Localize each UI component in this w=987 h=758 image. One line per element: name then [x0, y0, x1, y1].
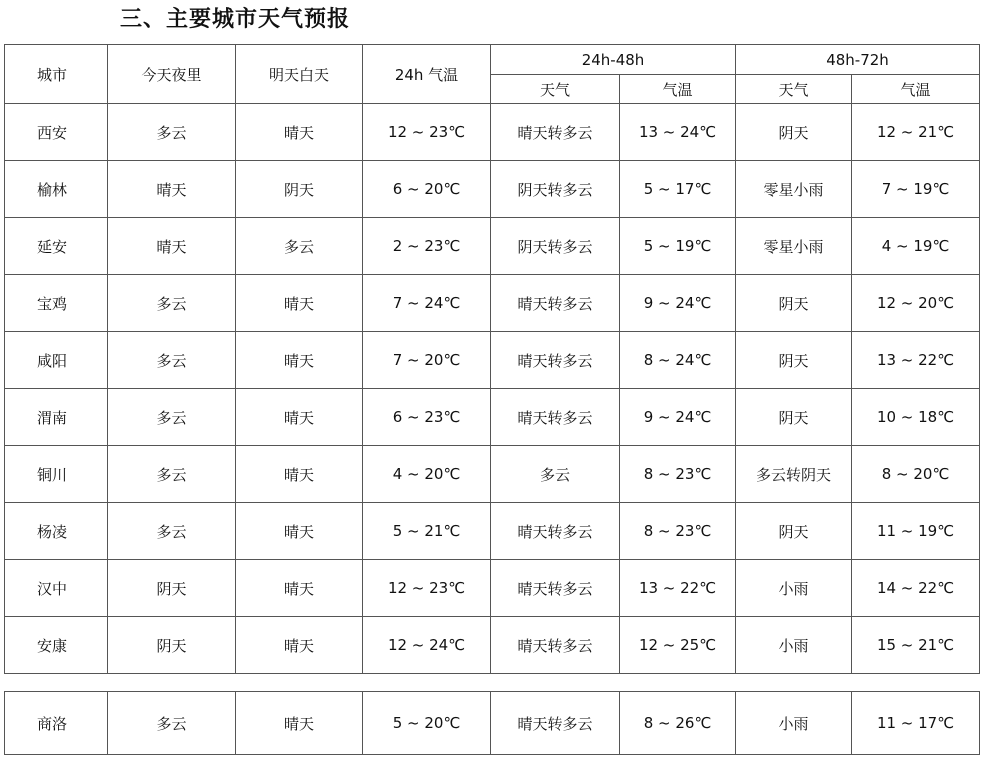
cell-city: 榆林 [5, 161, 108, 218]
cell-city: 铜川 [5, 446, 108, 503]
col-header-tonight: 今天夜里 [108, 45, 236, 104]
col-header-weather-48h: 天气 [491, 75, 620, 104]
cell-temp-72h: 11 ~ 17℃ [852, 692, 980, 755]
col-group-24-48h: 24h-48h [491, 45, 736, 75]
cell-temp-24h: 2 ~ 23℃ [363, 218, 491, 275]
cell-temp-24h: 6 ~ 20℃ [363, 161, 491, 218]
cell-tomorrow: 晴天 [236, 617, 363, 674]
cell-tomorrow: 晴天 [236, 503, 363, 560]
cell-weather-48h: 晴天转多云 [491, 275, 620, 332]
cell-weather-72h: 阴天 [736, 389, 852, 446]
cell-tonight: 晴天 [108, 161, 236, 218]
cell-weather-72h: 多云转阴天 [736, 446, 852, 503]
cell-tonight: 多云 [108, 389, 236, 446]
cell-temp-48h: 12 ~ 25℃ [620, 617, 736, 674]
cell-weather-48h: 多云 [491, 446, 620, 503]
header-row-top [5, 45, 980, 75]
cell-temp-48h: 8 ~ 26℃ [620, 692, 736, 755]
col-header-weather-72h: 天气 [736, 75, 852, 104]
cell-temp-24h: 7 ~ 24℃ [363, 275, 491, 332]
cell-temp-24h: 12 ~ 24℃ [363, 617, 491, 674]
cell-weather-72h: 小雨 [736, 617, 852, 674]
cell-tonight: 多云 [108, 692, 236, 755]
col-group-48-72h: 48h-72h [736, 45, 980, 75]
cell-temp-48h: 8 ~ 23℃ [620, 503, 736, 560]
cell-tomorrow: 晴天 [236, 389, 363, 446]
cell-temp-48h: 13 ~ 22℃ [620, 560, 736, 617]
col-header-tomorrow-day: 明天白天 [236, 45, 363, 104]
cell-tonight: 多云 [108, 332, 236, 389]
table-row [5, 332, 980, 389]
cell-tomorrow: 晴天 [236, 446, 363, 503]
table-row [5, 218, 980, 275]
cell-temp-72h: 13 ~ 22℃ [852, 332, 980, 389]
cell-temp-24h: 4 ~ 20℃ [363, 446, 491, 503]
cell-temp-72h: 12 ~ 21℃ [852, 104, 980, 161]
cell-temp-72h: 10 ~ 18℃ [852, 389, 980, 446]
cell-weather-72h: 小雨 [736, 560, 852, 617]
cell-temp-24h: 5 ~ 20℃ [363, 692, 491, 755]
cell-tomorrow: 晴天 [236, 275, 363, 332]
cell-weather-48h: 晴天转多云 [491, 389, 620, 446]
cell-temp-24h: 5 ~ 21℃ [363, 503, 491, 560]
cell-weather-72h: 零星小雨 [736, 161, 852, 218]
cell-weather-48h: 阴天转多云 [491, 218, 620, 275]
cell-temp-48h: 5 ~ 17℃ [620, 161, 736, 218]
cell-tonight: 多云 [108, 503, 236, 560]
col-header-city: 城市 [5, 45, 108, 104]
cell-temp-48h: 8 ~ 24℃ [620, 332, 736, 389]
cell-temp-48h: 9 ~ 24℃ [620, 389, 736, 446]
col-header-temp-24h: 24h 气温 [363, 45, 491, 104]
cell-weather-48h: 晴天转多云 [491, 560, 620, 617]
cell-tomorrow: 晴天 [236, 104, 363, 161]
table-row [5, 617, 980, 674]
cell-city: 西安 [5, 104, 108, 161]
cell-city: 延安 [5, 218, 108, 275]
cell-city: 杨凌 [5, 503, 108, 560]
cell-tonight: 多云 [108, 446, 236, 503]
cell-temp-24h: 7 ~ 20℃ [363, 332, 491, 389]
cell-tomorrow: 多云 [236, 218, 363, 275]
cell-temp-48h: 9 ~ 24℃ [620, 275, 736, 332]
cell-weather-48h: 晴天转多云 [491, 617, 620, 674]
forecast-table [4, 44, 980, 674]
cell-weather-72h: 小雨 [736, 692, 852, 755]
cell-city: 安康 [5, 617, 108, 674]
col-header-temp-72h: 气温 [852, 75, 980, 104]
cell-city: 商洛 [5, 692, 108, 755]
cell-temp-24h: 6 ~ 23℃ [363, 389, 491, 446]
table-row [5, 275, 980, 332]
cell-temp-72h: 14 ~ 22℃ [852, 560, 980, 617]
table-row [5, 446, 980, 503]
cell-weather-48h: 晴天转多云 [491, 503, 620, 560]
cell-weather-48h: 晴天转多云 [491, 692, 620, 755]
cell-weather-72h: 阴天 [736, 503, 852, 560]
cell-temp-24h: 12 ~ 23℃ [363, 104, 491, 161]
table-row [5, 503, 980, 560]
table-row [5, 161, 980, 218]
cell-temp-72h: 12 ~ 20℃ [852, 275, 980, 332]
cell-city: 宝鸡 [5, 275, 108, 332]
col-header-temp-48h: 气温 [620, 75, 736, 104]
cell-temp-72h: 7 ~ 19℃ [852, 161, 980, 218]
cell-temp-48h: 13 ~ 24℃ [620, 104, 736, 161]
page-title: 三、主要城市天气预报 [120, 7, 351, 32]
cell-tonight: 阴天 [108, 560, 236, 617]
cell-city: 渭南 [5, 389, 108, 446]
table-row [5, 104, 980, 161]
cell-temp-72h: 8 ~ 20℃ [852, 446, 980, 503]
cell-weather-48h: 阴天转多云 [491, 161, 620, 218]
table-row [5, 389, 980, 446]
cell-tomorrow: 晴天 [236, 692, 363, 755]
cell-tonight: 多云 [108, 104, 236, 161]
cell-city: 咸阳 [5, 332, 108, 389]
cell-weather-72h: 零星小雨 [736, 218, 852, 275]
cell-weather-48h: 晴天转多云 [491, 104, 620, 161]
forecast-table-continued [4, 691, 980, 755]
cell-tomorrow: 阴天 [236, 161, 363, 218]
cell-city: 汉中 [5, 560, 108, 617]
cell-temp-24h: 12 ~ 23℃ [363, 560, 491, 617]
cell-temp-72h: 15 ~ 21℃ [852, 617, 980, 674]
cell-tomorrow: 晴天 [236, 332, 363, 389]
cell-temp-48h: 8 ~ 23℃ [620, 446, 736, 503]
cell-temp-48h: 5 ~ 19℃ [620, 218, 736, 275]
table-row [5, 560, 980, 617]
cell-tonight: 多云 [108, 275, 236, 332]
cell-tomorrow: 晴天 [236, 560, 363, 617]
cell-temp-72h: 11 ~ 19℃ [852, 503, 980, 560]
cell-weather-72h: 阴天 [736, 104, 852, 161]
cell-tonight: 阴天 [108, 617, 236, 674]
cell-weather-72h: 阴天 [736, 332, 852, 389]
cell-weather-72h: 阴天 [736, 275, 852, 332]
cell-temp-72h: 4 ~ 19℃ [852, 218, 980, 275]
table-row [5, 692, 980, 755]
cell-weather-48h: 晴天转多云 [491, 332, 620, 389]
cell-tonight: 晴天 [108, 218, 236, 275]
